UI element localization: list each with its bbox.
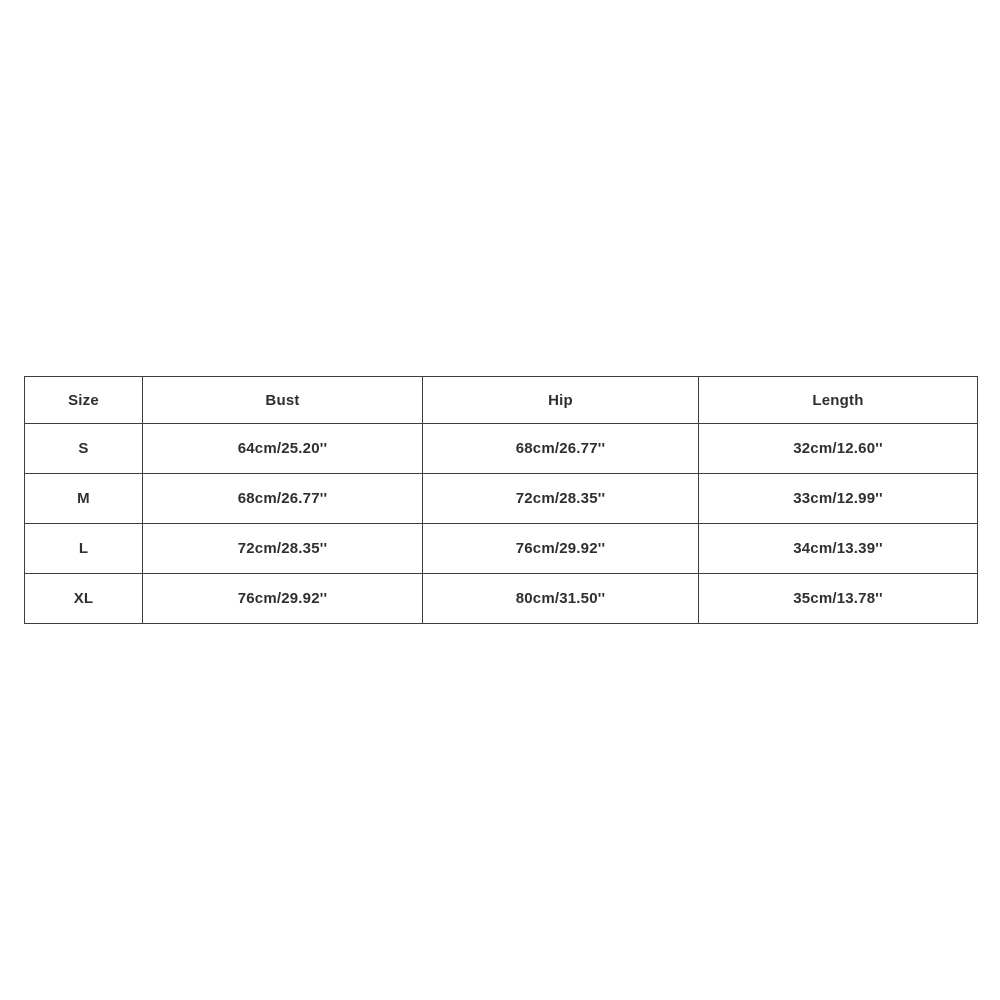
- cell-size-s: S: [25, 424, 143, 474]
- cell-l-bust: 72cm/28.35'': [143, 524, 423, 574]
- cell-xl-bust: 76cm/29.92'': [143, 574, 423, 624]
- header-cell-hip: Hip: [423, 377, 699, 424]
- table-header-row: [25, 377, 978, 424]
- table-row: [25, 524, 978, 574]
- cell-m-hip: 72cm/28.35'': [423, 474, 699, 524]
- cell-s-hip: 68cm/26.77'': [423, 424, 699, 474]
- header-cell-size: Size: [25, 377, 143, 424]
- table-row: [25, 474, 978, 524]
- cell-m-bust: 68cm/26.77'': [143, 474, 423, 524]
- table-row: [25, 574, 978, 624]
- cell-s-length: 32cm/12.60'': [699, 424, 978, 474]
- header-cell-length: Length: [699, 377, 978, 424]
- cell-size-m: M: [25, 474, 143, 524]
- header-cell-bust: Bust: [143, 377, 423, 424]
- size-chart-table: [24, 376, 978, 624]
- table-row: [25, 424, 978, 474]
- cell-l-length: 34cm/13.39'': [699, 524, 978, 574]
- cell-size-xl: XL: [25, 574, 143, 624]
- cell-m-length: 33cm/12.99'': [699, 474, 978, 524]
- cell-xl-hip: 80cm/31.50'': [423, 574, 699, 624]
- cell-s-bust: 64cm/25.20'': [143, 424, 423, 474]
- cell-size-l: L: [25, 524, 143, 574]
- cell-l-hip: 76cm/29.92'': [423, 524, 699, 574]
- cell-xl-length: 35cm/13.78'': [699, 574, 978, 624]
